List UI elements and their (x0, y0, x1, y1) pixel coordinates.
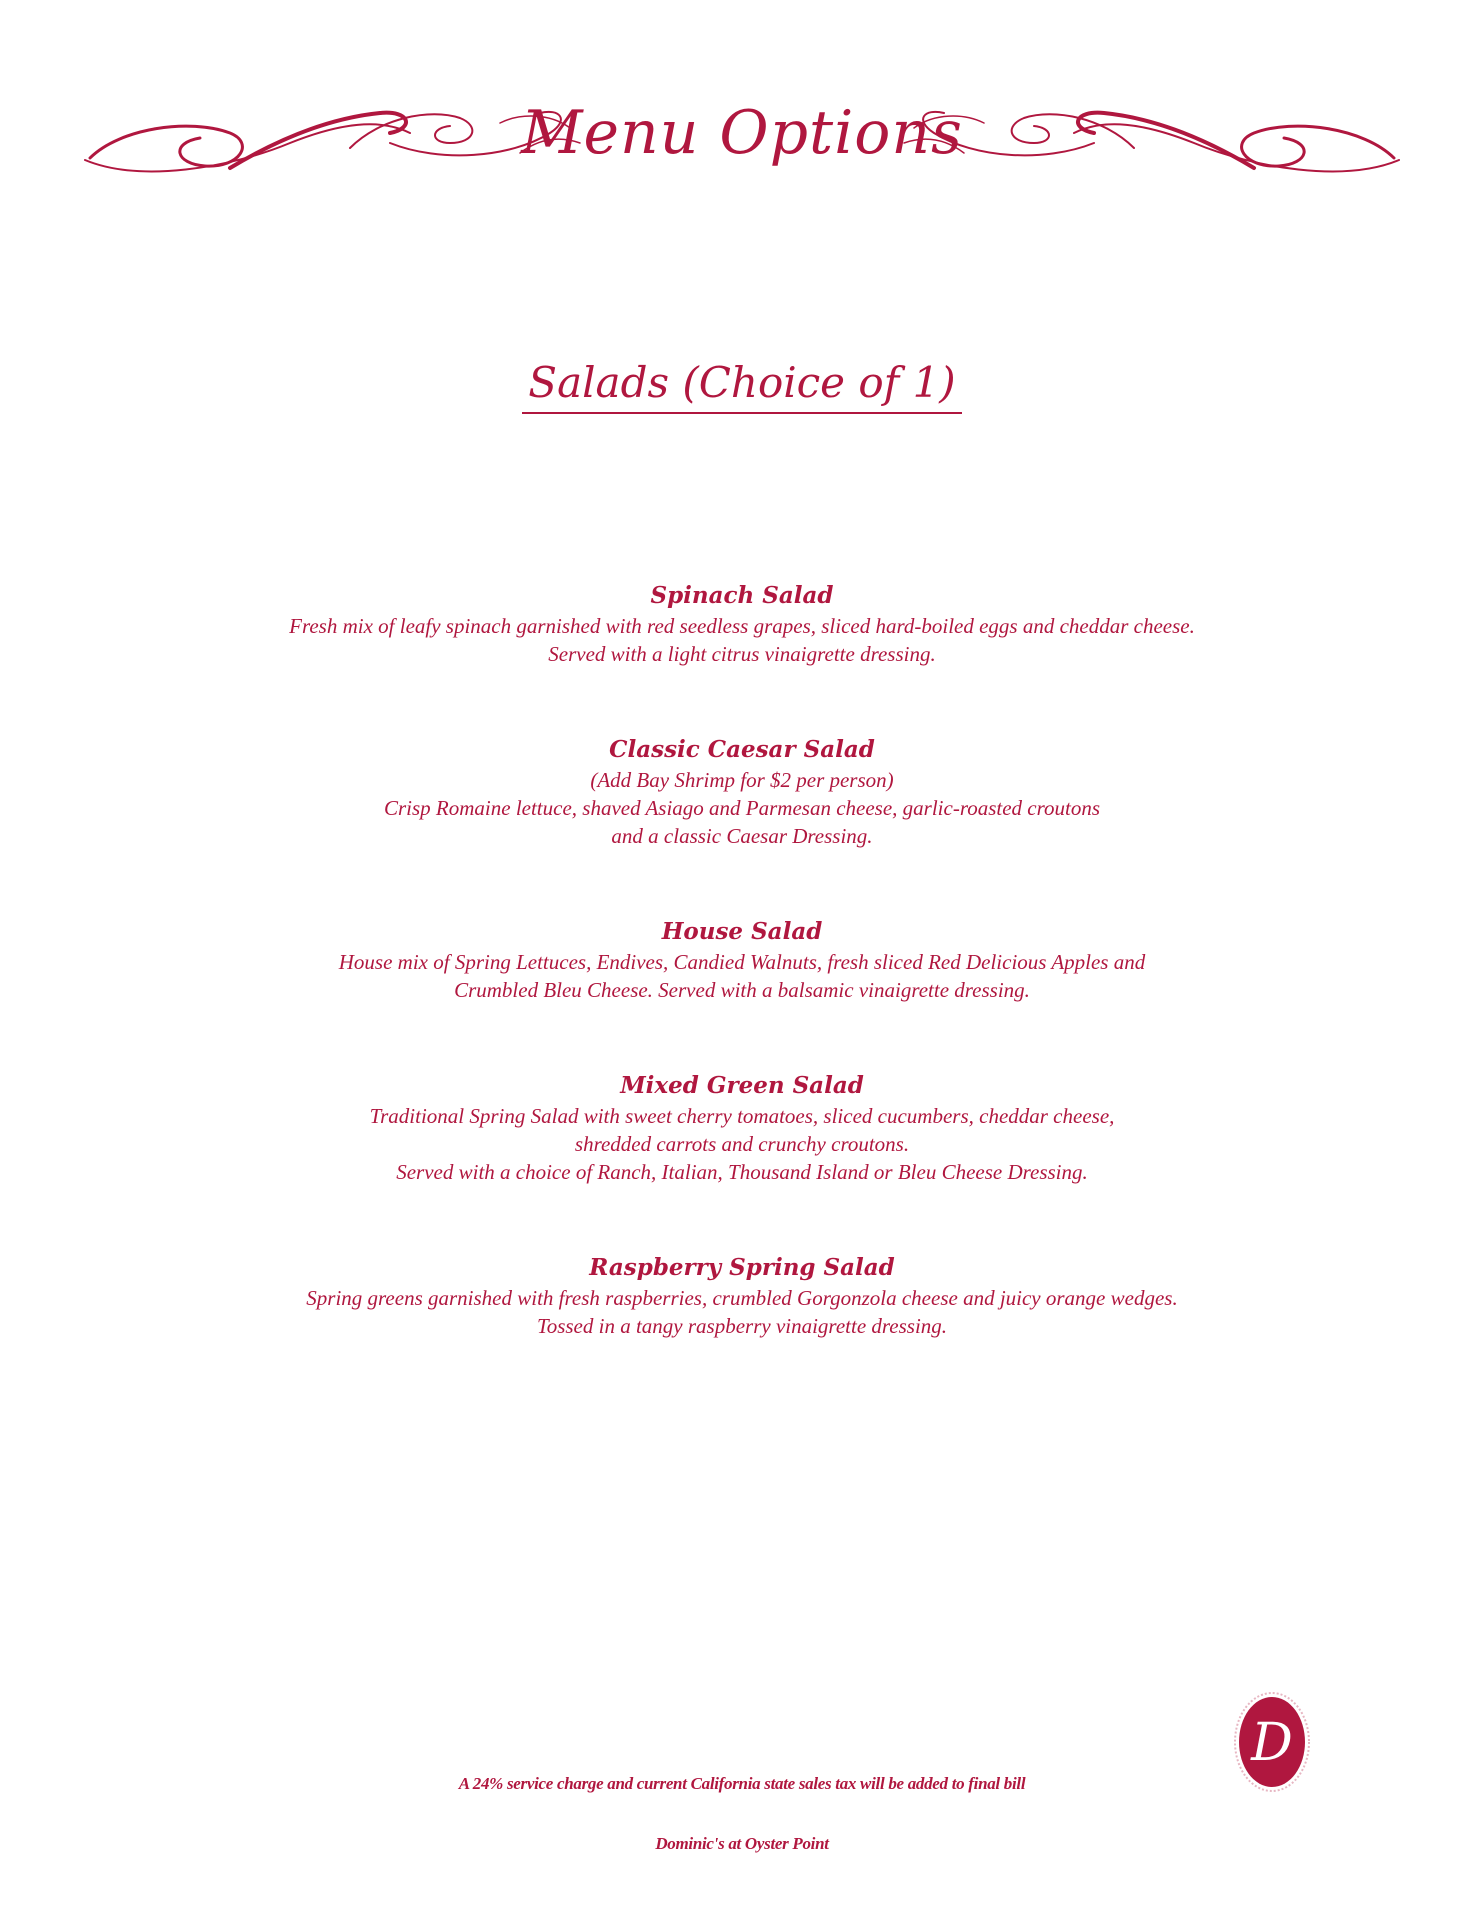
menu-item-spinach-salad (0, 580, 1484, 668)
section-title (0, 358, 1484, 414)
service-charge-note: A 24% service charge and current California state sales tax will be added to final bill (458, 1774, 1026, 1793)
menu-item-raspberry-spring-salad (0, 1252, 1484, 1340)
menu-item-name: Classic Caesar Salad (609, 736, 875, 763)
menu-item-description: and a classic Caesar Dressing. (611, 824, 873, 848)
menu-item-description: Served with a light citrus vinaigrette dressing. (548, 642, 936, 666)
menu-item-description: (Add Bay Shrimp for $2 per person) (590, 768, 894, 792)
menu-item-description: House mix of Spring Lettuces, Endives, Candied Walnuts, fresh sliced Red Delicious Apples and (338, 950, 1146, 974)
menu-item-classic-caesar-salad (0, 734, 1484, 850)
menu-item-description: Spring greens garnished with fresh raspberries, crumbled Gorgonzola cheese and juicy orange wedges. (306, 1286, 1178, 1310)
menu-item-description: Fresh mix of leafy spinach garnished with red seedless grapes, sliced hard-boiled eggs and cheddar cheese. (289, 614, 1195, 638)
menu-item-description: Crumbled Bleu Cheese. Served with a balsamic vinaigrette dressing. (454, 978, 1030, 1002)
menu-item-name: House Salad (661, 918, 823, 945)
menu-item-mixed-green-salad (0, 1070, 1484, 1186)
menu-item-name: Mixed Green Salad (620, 1072, 864, 1099)
menu-item-house-salad (0, 916, 1484, 1004)
page-title: Menu Options (521, 98, 963, 168)
menu-item-description: Crisp Romaine lettuce, shaved Asiago and Parmesan cheese, garlic-roasted croutons (383, 796, 1101, 820)
logo-letter: D (1251, 1713, 1293, 1773)
menu-header (80, 88, 1404, 198)
menu-item-description: shredded carrots and crunchy croutons. (574, 1132, 910, 1156)
menu-item-description: Traditional Spring Salad with sweet cherry tomatoes, sliced cucumbers, cheddar cheese, (369, 1104, 1115, 1128)
menu-item-name: Spinach Salad (650, 582, 834, 609)
menu-item-description: Tossed in a tangy raspberry vinaigrette dressing. (536, 1314, 948, 1338)
menu-item-name: Raspberry Spring Salad (589, 1254, 895, 1281)
venue-name: Dominic's at Oyster Point (655, 1834, 829, 1853)
menu-item-description: Served with a choice of Ranch, Italian, Thousand Island or Bleu Cheese Dressing. (396, 1160, 1088, 1184)
section-title-text: Salads (Choice of 1) (522, 358, 961, 414)
